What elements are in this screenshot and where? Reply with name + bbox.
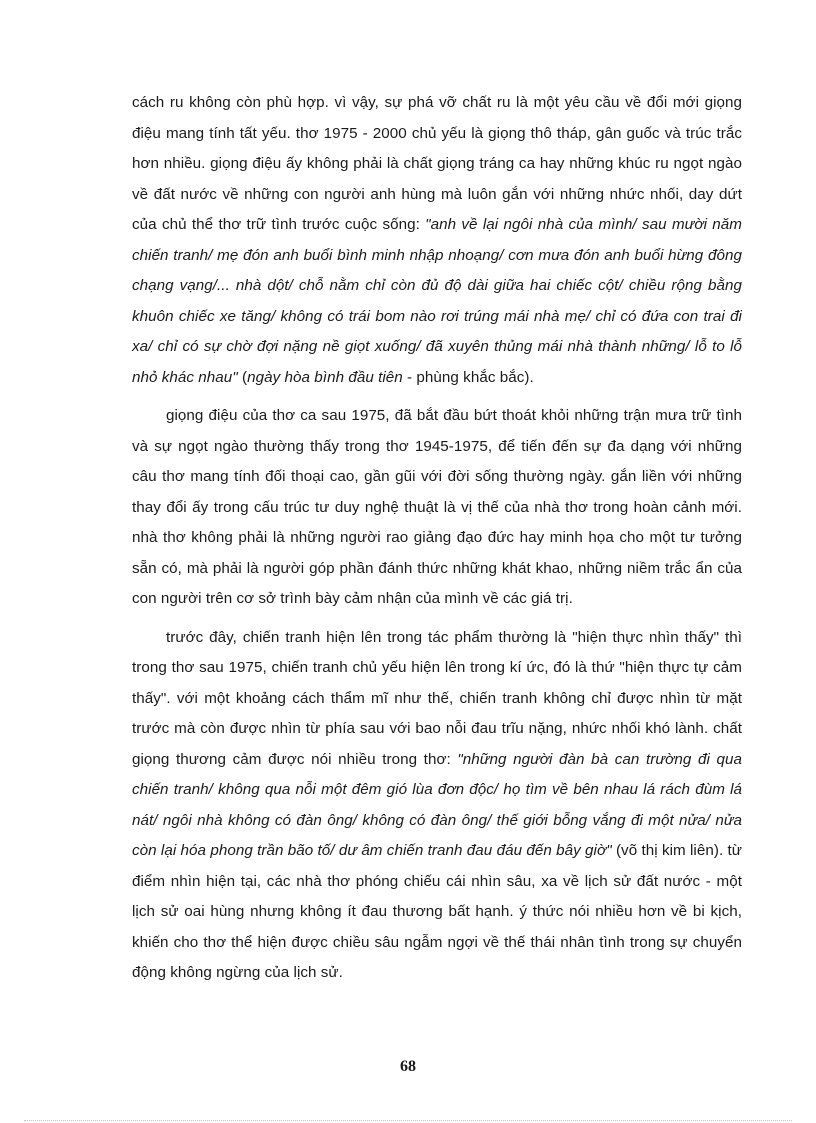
page-bottom-divider [24,1120,792,1121]
poem-title: ngày hòa bình đầu tiên [247,368,403,386]
text-segment: cách ru không còn phù hợp. vì vậy, sự phá vỡ chất ru là một yêu cầu về đổi mới giọng điệu mang tính tất yếu. thơ 1975 - 2000 chủ yếu là giọng thô tháp, gân guốc và trúc trắc hơn nhiều. giọng điệu ấy không phải là chất giọng tráng ca hay những khúc ru ngọt ngào về đất nước về những con người anh hùng mà luôn gắn với những nhức nhối, day dứt của chủ thể thơ trữ tình trước cuộc sống: [132,94,742,233]
text-segment: ( [237,368,248,386]
text-segment: - phùng khắc bắc). [402,368,534,386]
paragraph-1 [132,88,742,393]
paragraph-2 [132,401,742,615]
poem-quote: "những người đàn bà can trường đi qua chiến tranh/ không qua nỗi một đêm gió lùa đơn độc/ họ tìm về bên nhau lá rách đùm lá nát/ ngôi nhà không có đàn ông/ không có đàn ông/ thế giới bỗng vắng đi một nửa/ nửa còn lại hóa phong trần bão tố/ dư âm chiến tranh đau đáu đến bây giờ" [132,750,742,859]
paragraph-3 [132,623,742,989]
page-number: 68 [400,1058,416,1075]
text-segment: (võ thị kim liên). từ điểm nhìn hiện tại, các nhà thơ phóng chiếu cái nhìn sâu, xa về lịch sử đất nước - một lịch sử oai hùng nhưng không ít đau thương bất hạnh. ý thức nói nhiều hơn về bi kịch, khiến cho thơ thể hiện được chiều sâu ngẫm ngợi về thế thái nhân tình trong sự chuyển động không ngừng của lịch sử. [132,842,743,981]
poem-quote: "anh về lại ngôi nhà của mình/ sau mười năm chiến tranh/ mẹ đón anh buổi bình minh nhập nhoạng/ cơn mưa đón anh buổi hừng đông chạng vạng/... nhà dột/ chỗ nằm chỉ còn đủ độ dài giữa hai chiếc cột/ chiều rộng bằng khuôn chiếc xe tăng/ không có trái bom nào rơi trúng mái nhà mẹ/ chỉ có đứa con trai đi xa/ chỉ có sự chờ đợi nặng nề giọt xuống/ đã xuyên thủng mái nhà thành những/ lỗ to lỗ nhỏ khác nhau" [132,216,742,386]
text-segment: trước đây, chiến tranh hiện lên trong tác phẩm thường là "hiện thực nhìn thấy" thì trong thơ sau 1975, chiến tranh chủ yếu hiện lên trong kí ức, đó là thứ "hiện thực tự cảm thấy". với một khoảng cách thẩm mĩ như thế, chiến tranh không chỉ được nhìn từ mặt trước mà còn được nhìn từ phía sau với bao nỗi đau trĩu nặng, nhức nhối khó lành. chất giọng thương cảm được nói nhiều trong thơ: [132,628,742,768]
text-segment: giọng điệu của thơ ca sau 1975, đã bắt đầu bứt thoát khỏi những trận mưa trữ tình và sự ngọt ngào thường thấy trong thơ 1945-1975, để tiến đến sự đa dạng với những câu thơ mang tính đối thoại cao, gần gũi với đời sống thường ngày. gắn liền với những thay đổi ấy trong cấu trúc tư duy nghệ thuật là vị thế của nhà thơ trong hoàn cảnh mới. nhà thơ không phải là những người rao giảng đạo đức hay minh họa cho một tư tưởng sẵn có, mà phải là người góp phần đánh thức những khát khao, những niềm trắc ẩn của con người trên cơ sở trình bày cảm nhận của mình về các giá trị. [132,407,742,607]
body-text [132,88,742,997]
